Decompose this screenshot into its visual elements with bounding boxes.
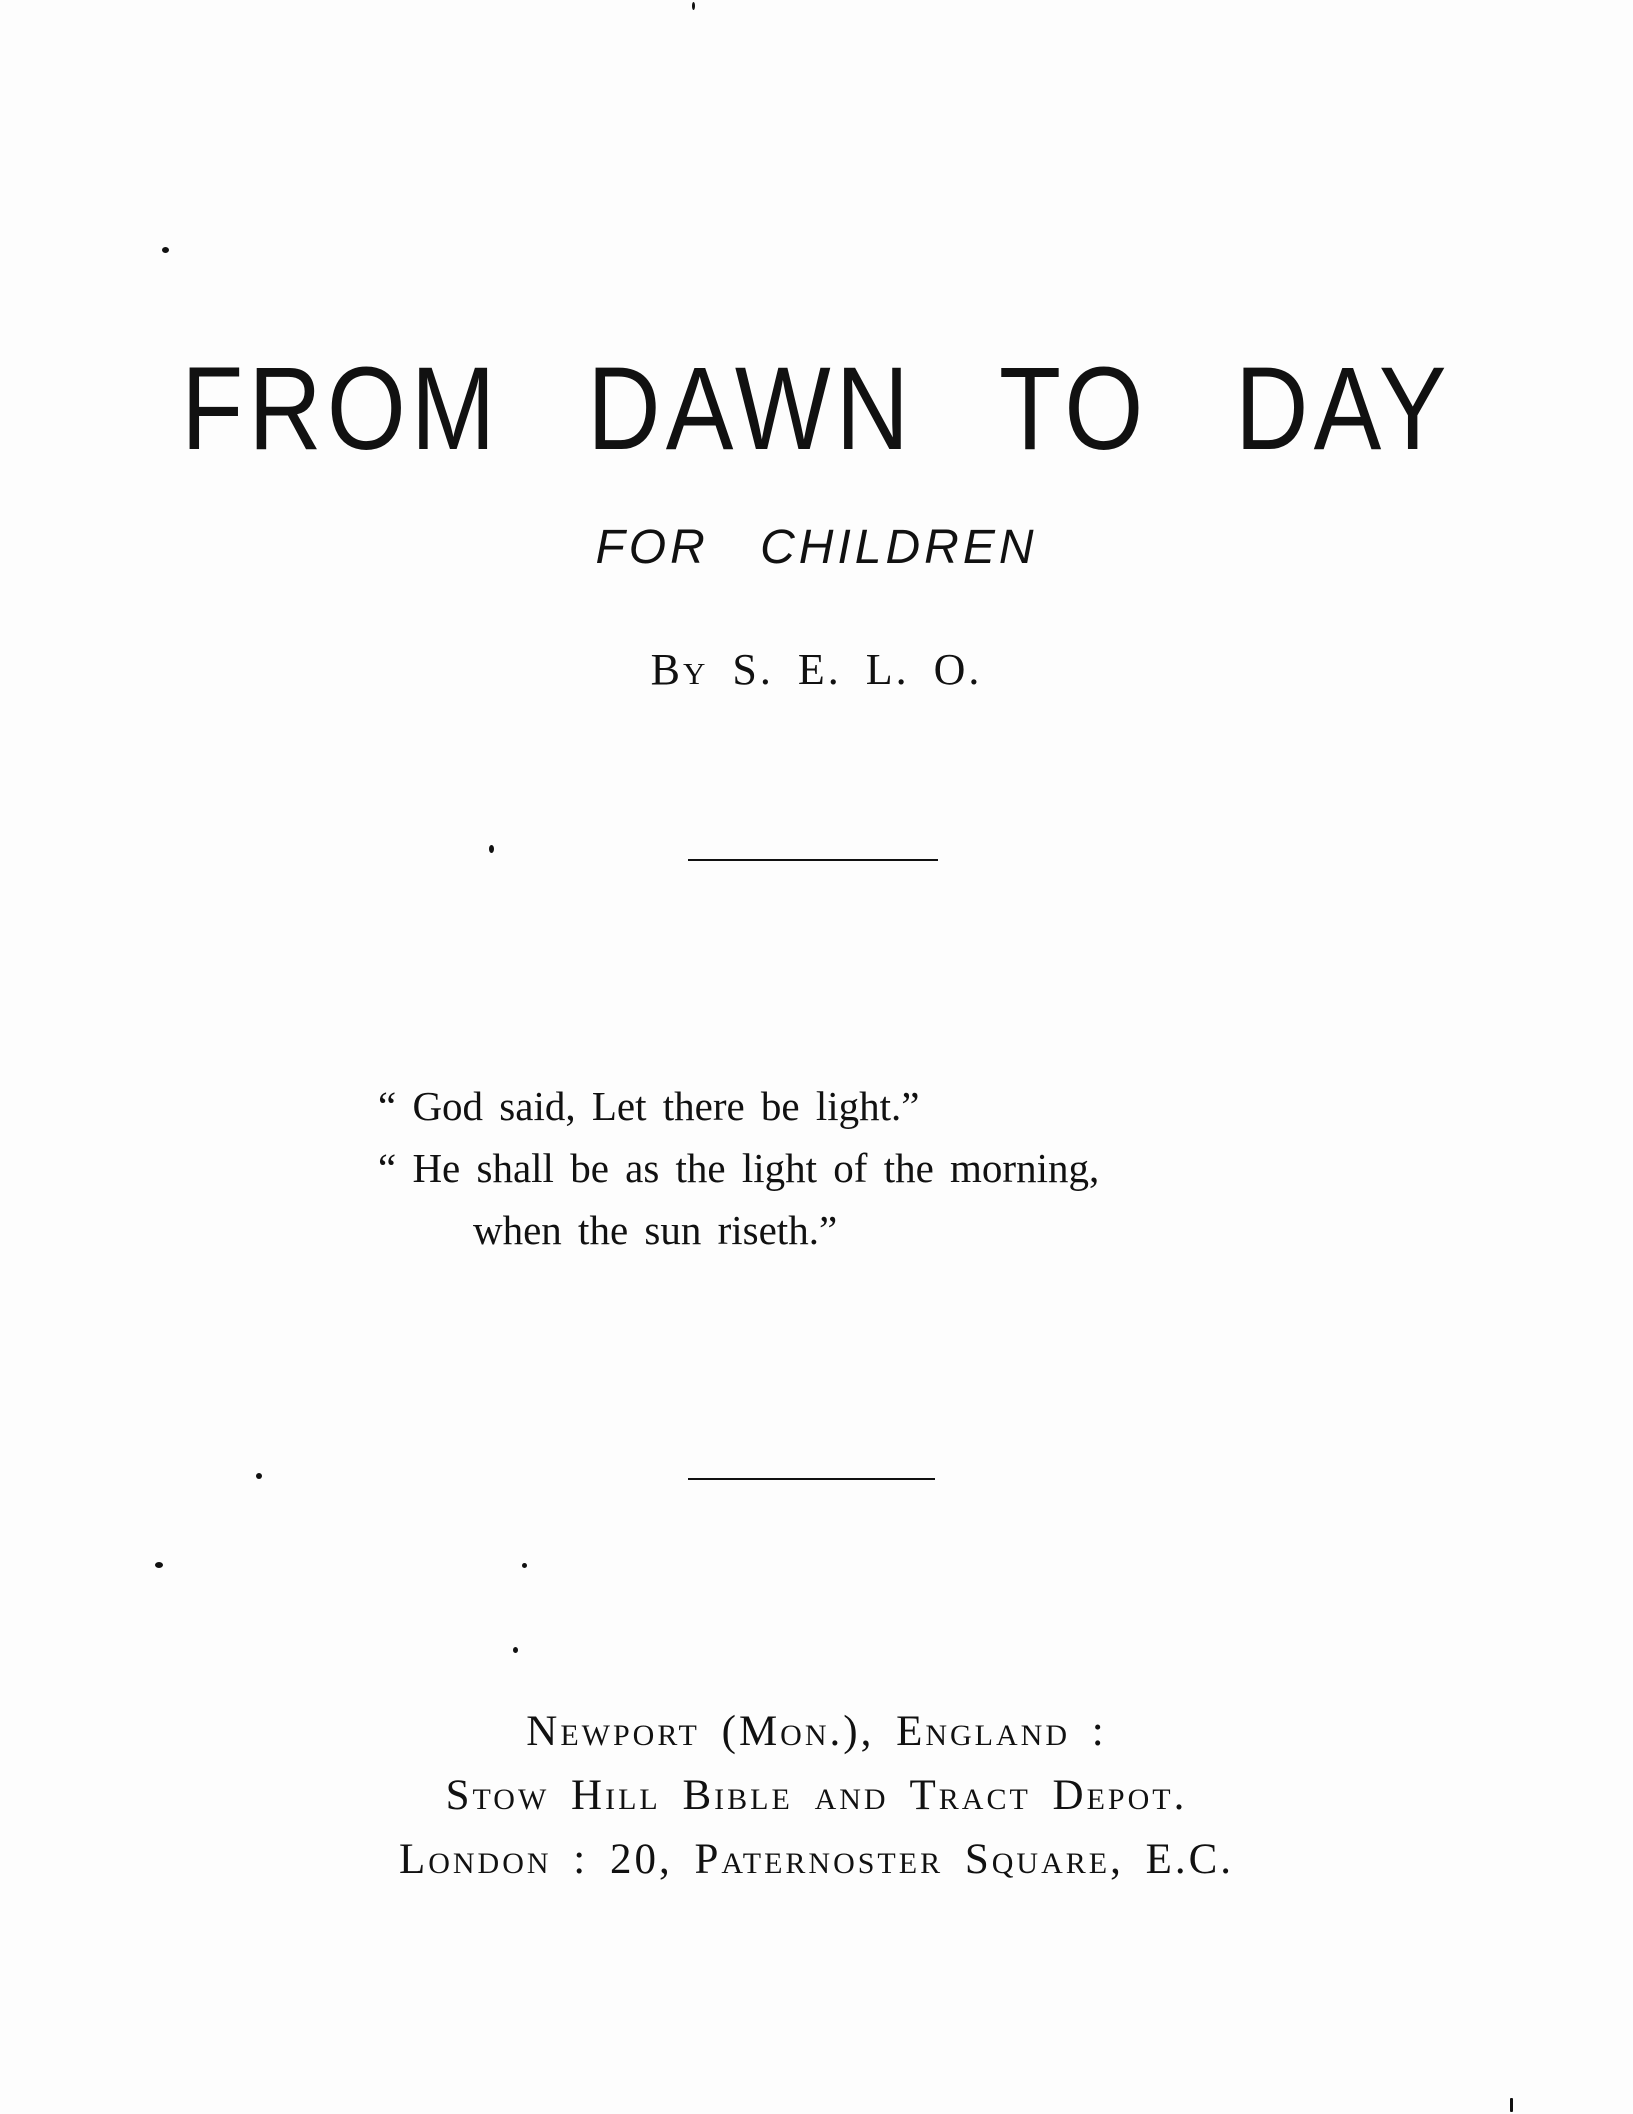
- scan-speck: [162, 247, 169, 253]
- scan-speck: [256, 1473, 262, 1479]
- imprint-line: Stow Hill Bible and Tract Depot.: [445, 1772, 1188, 1819]
- author-byline: By S. E. L. O.: [650, 645, 983, 694]
- book-title: FROM DAWN TO DAY: [181, 343, 1452, 475]
- epigraph: [378, 1075, 1099, 1261]
- scan-speck: [692, 2, 695, 10]
- scan-speck: [489, 845, 494, 853]
- bottom-divider: [688, 1478, 935, 1480]
- scan-speck: [155, 1562, 163, 1568]
- scan-speck: [1510, 2098, 1513, 2112]
- imprint-line: London : 20, Paternoster Square, E.C.: [398, 1836, 1235, 1883]
- book-subtitle: FOR CHILDREN: [595, 521, 1038, 574]
- top-divider: [688, 859, 938, 861]
- imprint-line: Newport (Mon.), England :: [526, 1708, 1107, 1755]
- epigraph-line: “ He shall be as the light of the morning,: [378, 1145, 1100, 1191]
- publisher-imprint: [0, 1700, 1633, 1892]
- scan-speck: [522, 1563, 527, 1568]
- epigraph-line: “ God said, Let there be light.”: [378, 1083, 920, 1129]
- epigraph-line: when the sun riseth.”: [473, 1207, 838, 1253]
- scan-speck: [513, 1647, 518, 1653]
